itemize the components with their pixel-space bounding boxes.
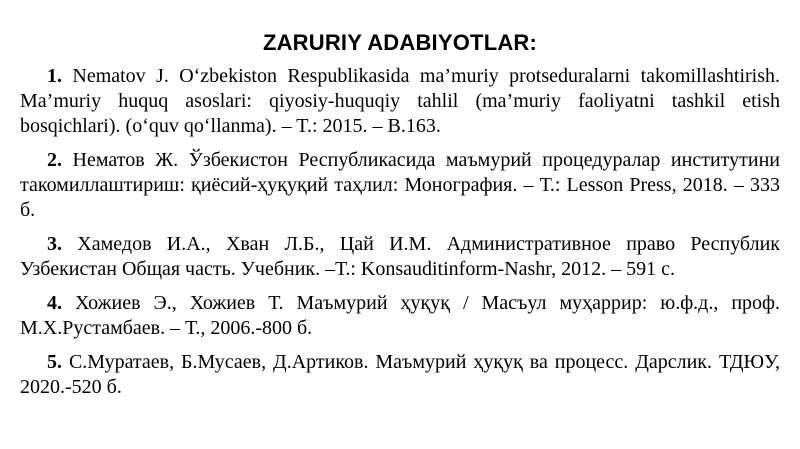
reference-list (20, 64, 780, 400)
reference-text: С.Муратаев, Б.Мусаев, Д.Артиков. Маъмурий ҳуқуқ ва процесс. Дарслик. ТДЮУ, 2020.-520 б. (20, 351, 781, 398)
reference-number: 5. (47, 351, 62, 373)
page-title: ZARURIY ADABIYOTLAR: (262, 30, 538, 55)
reference-item (20, 350, 780, 400)
reference-text: Nematov J. O‘zbekiston Respublikasida ma’muriy protseduralarni takomillashtirish. Ma’muriy huquq asoslari: qiyosiy-huquqiy tahlil (ma’muriy faoliyatni tashkil etish bosqichlari). (o‘quv qo‘llanma). – T.: 2015. – B.163. (20, 65, 781, 137)
reference-text: Хамедов И.А., Хван Л.Б., Цай И.М. Административное право Республик Узбекистан Общая часть. Учебник. –Т.: Konsauditinform-Nashr, 2012. – 591 с. (20, 233, 781, 280)
reference-number: 4. (47, 292, 62, 314)
reference-number: 3. (47, 233, 62, 255)
reference-number: 2. (47, 149, 62, 171)
reference-number: 1. (47, 65, 62, 87)
reference-item (20, 64, 780, 139)
reference-item (20, 148, 780, 223)
reference-item (20, 291, 780, 341)
reference-text: Нематов Ж. Ўзбекистон Республикасида маъмурий процедуралар институтини такомиллаштириш: қиёсий-ҳуқуқий таҳлил: Монография. – Т.: Lesson Press, 2018. – 333 б. (20, 149, 780, 221)
reference-text: Хожиев Э., Хожиев Т. Маъмурий ҳуқуқ / Масъул муҳаррир: ю.ф.д., проф. М.Х.Рустамбаев. – Т., 2006.-800 б. (20, 292, 780, 339)
reference-item (20, 232, 780, 282)
